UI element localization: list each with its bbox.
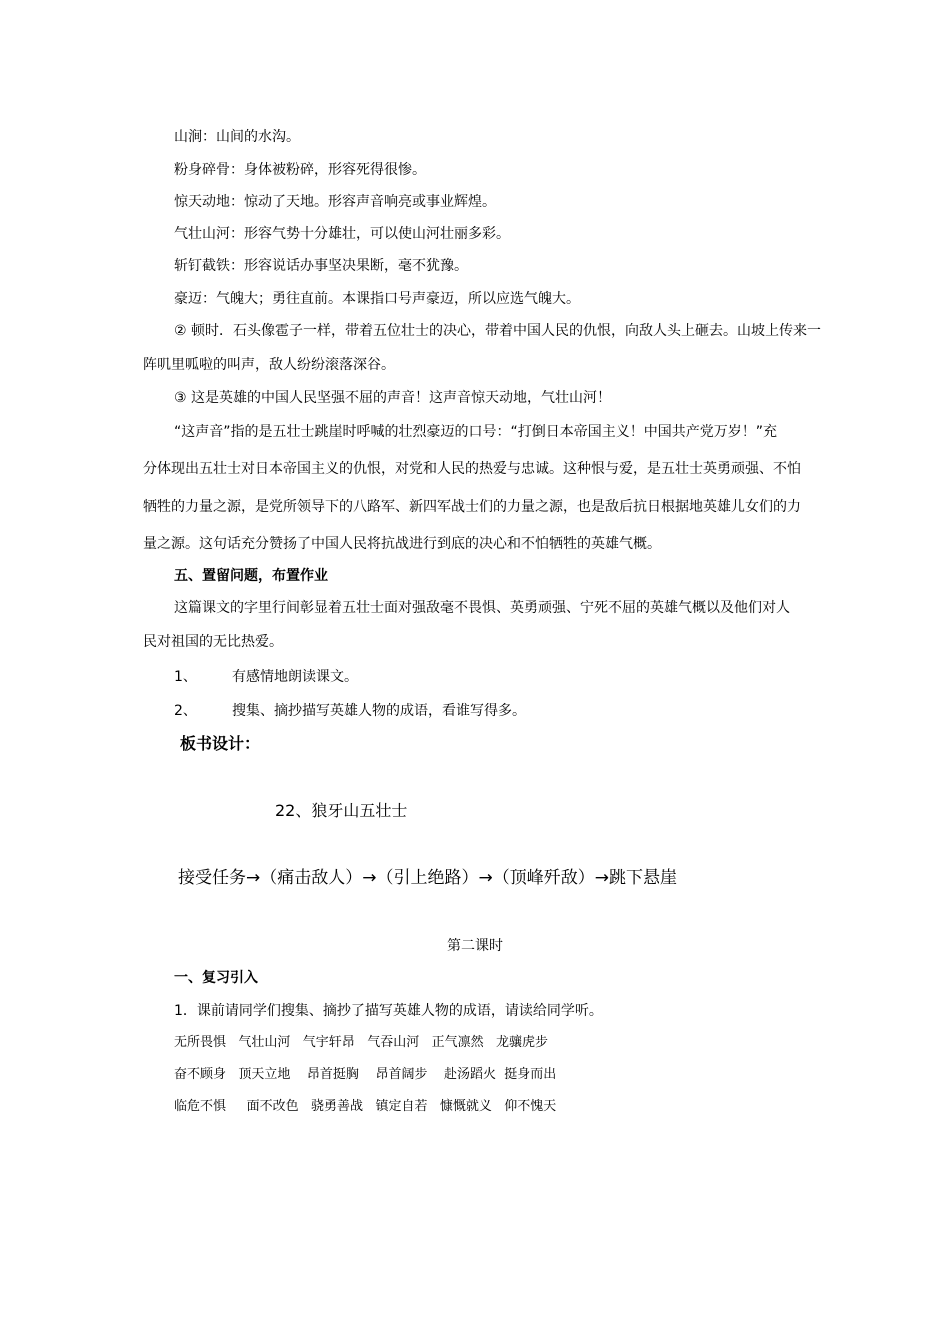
board-design-heading: 板书设计： [180,734,261,753]
definition-shanjian: 山涧：山间的水沟。 [174,129,300,145]
explanation-line-3: 牺牲的力量之源，是党所领导下的八路军、新四军战士们的力量之源，也是敌后抗日根据地英雄儿女们的力 [143,499,801,515]
lesson-2-heading: 一、复习引入 [174,970,258,986]
paragraph-2-line-2: 阵叽里呱啦的叫声，敌人纷纷滚落深谷。 [143,357,395,373]
lesson-2-task: 1．课前请同学们搜集、摘抄了描写英雄人物的成语，请读给同学听。 [174,1003,603,1019]
definition-fenshensuigu: 粉身碎骨：身体被粉碎，形容死得很惨。 [174,162,426,178]
explanation-line-2: 分体现出五壮士对日本帝国主义的仇恨，对党和人民的热爱与忠诚。这种恨与爱，是五壮士英勇顽强、不怕 [143,461,801,477]
lesson-2-title: 第二课时 [447,938,503,954]
definition-qizhuangshanhe: 气壮山河：形容气势十分雄壮，可以使山河壮丽多彩。 [174,226,510,242]
homework-item-text: 有感情地朗读课文。 [232,669,358,685]
board-design-title: 22、狼牙山五壮士 [275,801,408,820]
idiom-row-3: 临危不惧 面不改色 骁勇善战 镇定自若 慷慨就义 仰不愧天 [174,1099,557,1114]
homework-item-text: 搜集、摘抄描写英雄人物的成语，看谁写得多。 [232,703,526,719]
idiom-row-2: 奋不顾身 顶天立地 昂首挺胸 昂首阔步 赴汤蹈火 挺身而出 [174,1067,557,1082]
homework-item-number: 2、 [174,703,197,719]
section-5-intro-line-1: 这篇课文的字里行间彰显着五壮士面对强敌毫不畏惧、英勇顽强、宁死不屈的英雄气概以及他们对人 [174,600,790,616]
explanation-line-4: 量之源。这句话充分赞扬了中国人民将抗战进行到底的决心和不怕牺牲的英雄气概。 [143,536,661,552]
board-design-flow: 接受任务→（痛击敌人）→（引上绝路）→（顶峰歼敌）→跳下悬崖 [178,868,677,888]
definition-zhandingjietie: 斩钉截铁：形容说话办事坚决果断，毫不犹豫。 [174,258,468,274]
paragraph-2-line-1: ② 顿时．石头像雹子一样，带着五位壮士的决心，带着中国人民的仇恨，向敌人头上砸去。山坡上传来一 [174,323,821,339]
explanation-line-1: “这声音”指的是五壮士跳崖时呼喊的壮烈豪迈的口号：“打倒日本帝国主义！中国共产党万岁！”充 [174,424,778,440]
paragraph-3: ③ 这是英雄的中国人民坚强不屈的声音！这声音惊天动地，气壮山河！ [174,390,611,406]
definition-haomai: 豪迈：气魄大；勇往直前。本课指口号声豪迈，所以应选气魄大。 [174,291,580,307]
homework-item-number: 1、 [174,669,197,685]
section-5-heading: 五、置留问题，布置作业 [174,568,328,584]
definition-jingtiandongdi: 惊天动地：惊动了天地。形容声音响亮或事业辉煌。 [174,194,496,210]
idiom-row-1: 无所畏惧 气壮山河 气宇轩昂 气吞山河 正气凛然 龙骧虎步 [174,1035,548,1050]
section-5-intro-line-2: 民对祖国的无比热爱。 [143,634,283,650]
